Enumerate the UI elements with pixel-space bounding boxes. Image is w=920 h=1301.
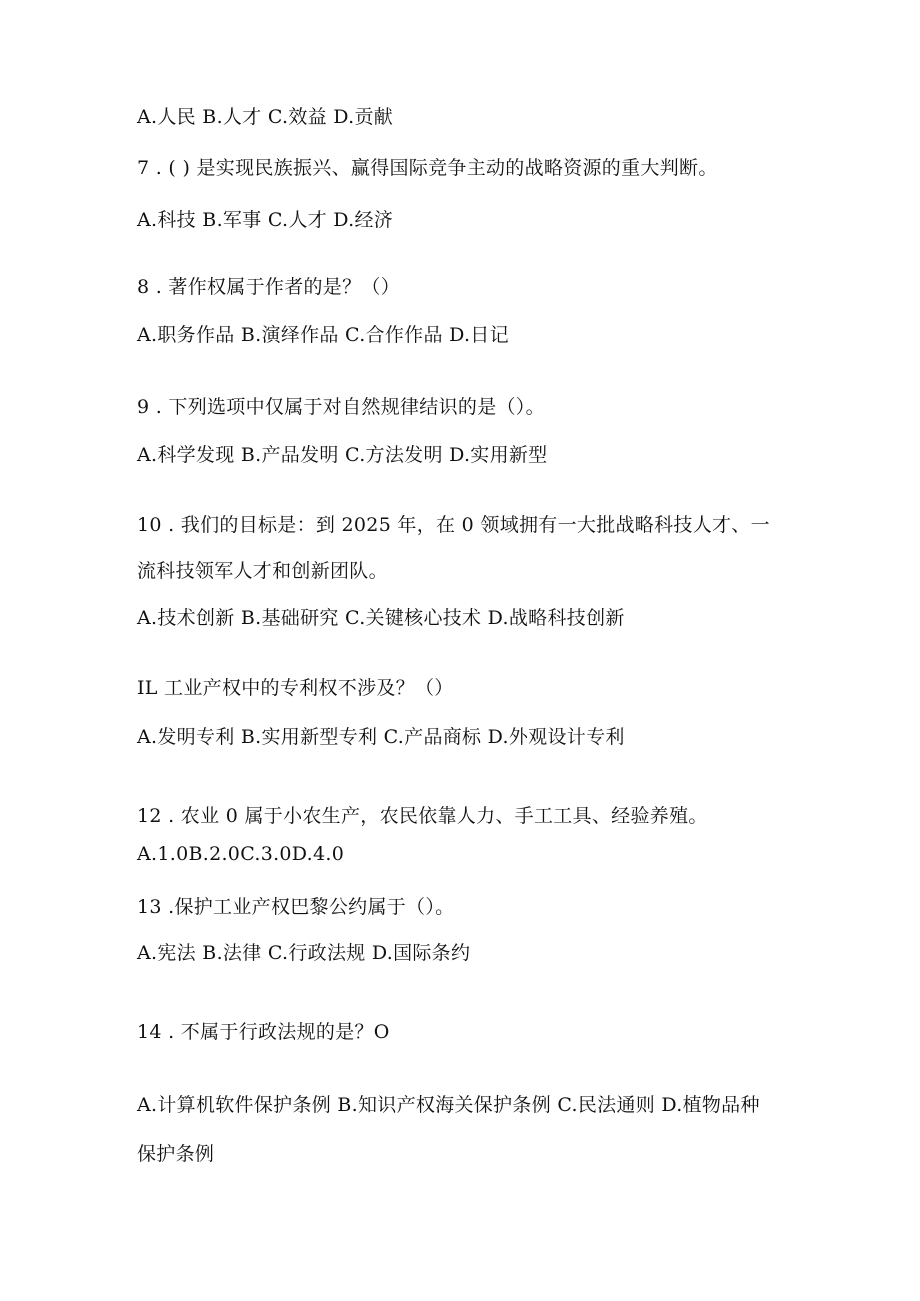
q6-options: A.人民 B.人才 C.效益 D.贡献 [137, 106, 394, 128]
q7-question: 7 . ( ) 是实现民族振兴、赢得国际竞争主动的战略资源的重大判断。 [137, 157, 718, 179]
q14-question: 14 . 不属于行政法规的是？O [137, 1021, 390, 1043]
q13-question: 13 .保护工业产权巴黎公约属于（）。 [137, 896, 455, 918]
q14-options-line-1: A.计算机软件保护条例 B.知识产权海关保护条例 C.民法通则 D.植物品种 [137, 1094, 760, 1116]
q13-options: A.宪法 B.法律 C.行政法规 D.国际条约 [137, 942, 471, 964]
q8-options: A.职务作品 B.演绎作品 C.合作作品 D.日记 [137, 324, 509, 346]
q11-options: A.发明专利 B.实用新型专利 C.产品商标 D.外观设计专利 [137, 726, 625, 748]
q9-question: 9 . 下列选项中仅属于对自然规律结识的是（）。 [137, 396, 545, 418]
q7-options: A.科技 B.军事 C.人才 D.经济 [137, 209, 394, 231]
q9-options: A.科学发现 B.产品发明 C.方法发明 D.实用新型 [137, 444, 548, 466]
q10-question-line-2: 流科技领军人才和创新团队。 [137, 560, 388, 582]
q10-options: A.技术创新 B.基础研究 C.关键核心技术 D.战略科技创新 [137, 607, 625, 629]
q11-question: IL 工业产权中的专利权不涉及？（） [137, 677, 454, 699]
q10-question-line-1: 10 . 我们的目标是：到 2025 年，在 0 领域拥有一大批战略科技人才、一 [137, 514, 770, 536]
q14-options-line-2: 保护条例 [137, 1143, 215, 1165]
q12-options: A.1.0B.2.0C.3.0D.4.0 [137, 843, 345, 865]
q8-question: 8 . 著作权属于作者的是？（） [137, 276, 401, 298]
q12-question: 12 . 农业 0 属于小农生产，农民依靠人力、手工工具、经验养殖。 [137, 805, 708, 827]
